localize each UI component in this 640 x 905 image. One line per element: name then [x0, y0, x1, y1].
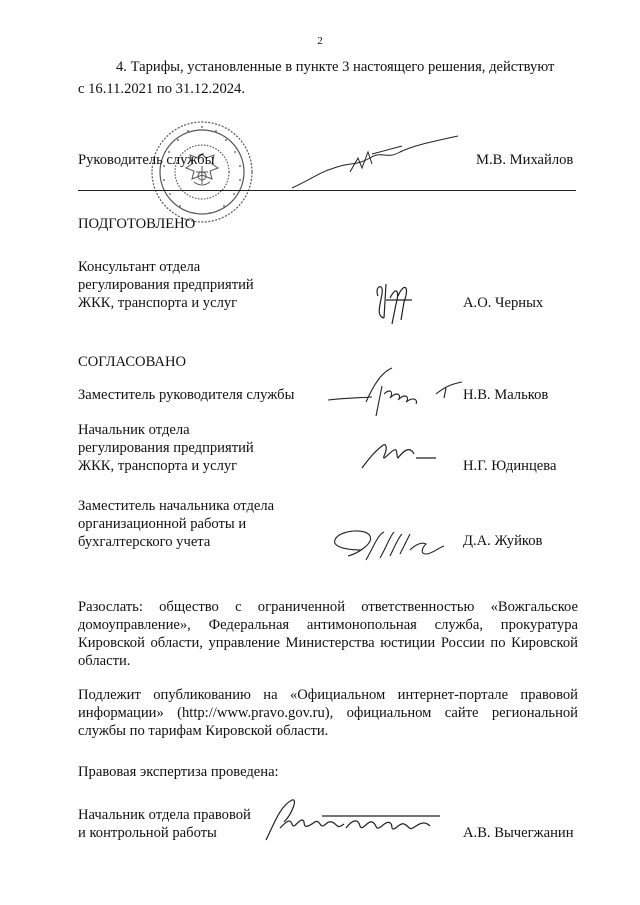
prepared-position-line: ЖКК, транспорта и услуг [78, 295, 238, 311]
prepared-position-line: регулирования предприятий [78, 277, 254, 293]
publication-note: Подлежит опубликованию на «Официальном интернет-портале правовой информации» (http://www.pravo.gov.ru), официальном сайте региональной службы по тарифам Кировской области. [78, 687, 578, 739]
official-seal-stamp [148, 118, 256, 226]
prepared-heading: ПОДГОТОВЛЕНО [78, 216, 196, 232]
signer-1-position [78, 386, 294, 404]
signer-1-name: Н.В. Мальков [463, 387, 549, 403]
signer-2-position [78, 421, 254, 475]
signer-position-line: организационной работы и [78, 516, 247, 532]
legal-review-heading: Правовая экспертиза проведена: [78, 764, 279, 780]
legal-review-name: А.В. Вычегжанин [463, 825, 574, 841]
head-title: Руководитель службы [78, 152, 215, 168]
item-4-line-2: с 16.11.2021 по 31.12.2024. [78, 81, 245, 97]
signer-position-line: регулирования предприятий [78, 440, 254, 456]
agreed-heading: СОГЛАСОВАНО [78, 354, 187, 370]
item-4-line-1: 4. Тарифы, установленные в пункте 3 настоящего решения, действуют [116, 59, 555, 75]
head-name: М.В. Михайлов [476, 152, 574, 168]
prepared-signature [372, 276, 418, 326]
signer-3-position [78, 497, 274, 551]
prepared-position-line: Консультант отдела [78, 259, 201, 275]
legal-position-line: и контрольной работы [78, 825, 217, 841]
signer-position-line: Начальник отдела [78, 422, 190, 438]
signer-3-signature [326, 520, 448, 566]
signer-position-line: бухгалтерского учета [78, 534, 211, 550]
distribution-list: Разослать: общество с ограниченной ответственностью «Вожгальское домоуправление», Федеральная антимонопольная служба, прокуратура Кировской области, управление Министерства юстиции России по Кировской области. [78, 599, 578, 669]
prepared-name: А.О. Черных [463, 295, 544, 311]
signer-1-signature [326, 364, 470, 424]
signer-2-signature [360, 438, 438, 472]
prepared-position [78, 258, 254, 312]
signer-position-line: ЖКК, транспорта и услуг [78, 458, 238, 474]
signer-2-name: Н.Г. Юдинцева [463, 458, 557, 474]
legal-review-position [78, 806, 251, 842]
head-signature [290, 132, 460, 192]
legal-review-signature [262, 794, 444, 848]
page-number: 2 [317, 35, 323, 47]
signer-position-line: Заместитель руководителя службы [78, 387, 295, 403]
legal-position-line: Начальник отдела правовой [78, 807, 251, 823]
signer-3-name: Д.А. Жуйков [463, 533, 543, 549]
signer-position-line: Заместитель начальника отдела [78, 498, 275, 514]
signature-divider [78, 190, 576, 191]
